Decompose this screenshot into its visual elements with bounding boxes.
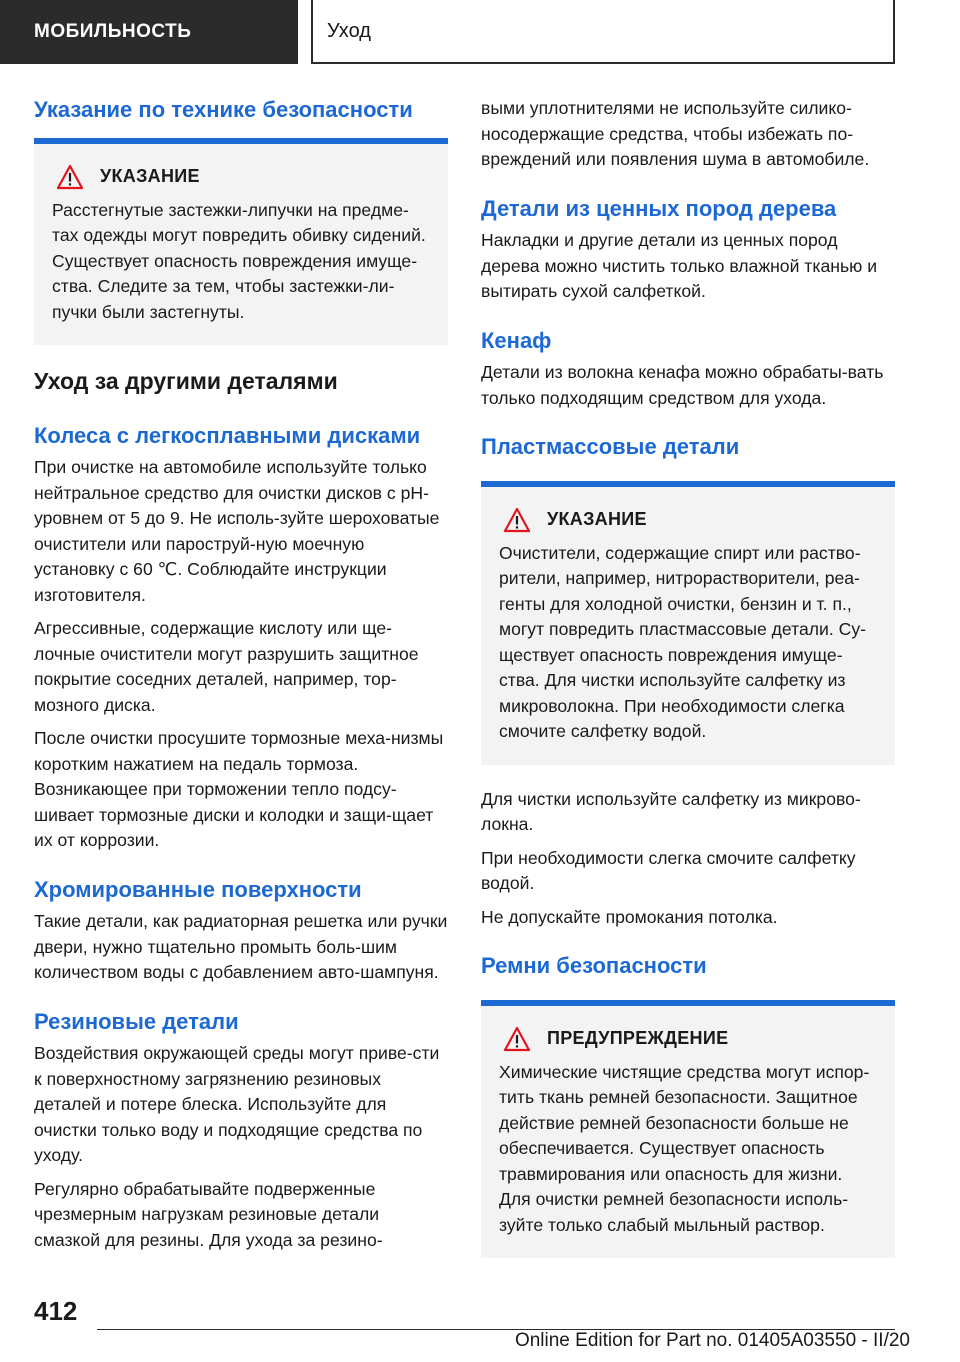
notice-title: ПРЕДУПРЕЖДЕНИЕ — [547, 1028, 729, 1048]
right-column — [481, 96, 895, 1280]
chapter-title: МОБИЛЬНОСТЬ — [34, 21, 192, 42]
warning-triangle-icon — [503, 1026, 531, 1052]
warning-triangle-icon — [503, 507, 531, 533]
kenaf-paragraph-1: Детали из волокна кенафа можно обрабаты-вать только подходящим средством для ухода. — [481, 362, 884, 408]
rubber-paragraph-continued: выми уплотнителями не используйте силико-носодержащие средства, чтобы избежать по-вреждений или появления шума в автомобиле. — [481, 98, 870, 169]
notice-text: Очистители, содержащие спирт или раство-рители, например, нитрорастворители, реа-генты для холодной очистки, бензин и т. п., могут повредить пластмассовые детали. Су-ществует опасность повреждения имуще-ства. Для чистки используйте салфетку из микроволокна. При необходимости слегка смочите салфетку водой. — [499, 542, 866, 741]
page-number: 412 — [34, 1296, 78, 1326]
kenaf-heading: Кенаф — [481, 327, 552, 353]
notice-text: Химические чистящие средства могут испор-тить ткань ремней безопасности. Защитное действие ремней безопасности больше не обеспечивается. Существует опасность травмирования или опасность для жизни. Для очистки ремней безопасности исполь-зуйте только слабый мыльный раствор. — [499, 1061, 870, 1235]
warning-triangle-icon — [56, 164, 84, 190]
chrome-heading: Хромированные поверхности — [34, 876, 362, 902]
belts-heading: Ремни безопасности — [481, 953, 707, 978]
wheels-paragraph-3: После очистки просушите тормозные меха-низмы коротким нажатием на педаль тормоза. Возникающее при торможении тепло подсу-шивает тормозные диски и колодки и защи-щает их от коррозии. — [34, 728, 444, 851]
chapter-tab — [0, 0, 298, 64]
wood-paragraph-1: Накладки и другие детали из ценных пород дерева можно чистить только влажной тканью и вытирать сухой салфеткой. — [481, 230, 878, 301]
notice-title: УКАЗАНИЕ — [100, 166, 200, 186]
section-header — [311, 0, 895, 64]
plastic-paragraph-3: Не допускайте промокания потолка. — [481, 906, 778, 927]
footer-edition: Online Edition for Part no. 01405A03550 - II/20 — [514, 1330, 910, 1351]
plastic-paragraph-2: При необходимости слегка смочите салфетку водой. — [481, 847, 856, 893]
notice-box-plastic — [481, 481, 895, 765]
section-title: Уход — [327, 19, 371, 42]
rubber-paragraph-2: Регулярно обрабатывайте подверженные чрезмерным нагрузкам резиновые детали смазкой для резины. Для ухода за резино- — [34, 1178, 383, 1250]
wheels-paragraph-2: Агрессивные, содержащие кислоту или ще-лочные очистители могут разрушить защитное покрытие соседних деталей, например, тор-мозного диска. — [34, 618, 419, 715]
plastic-paragraph-1: Для чистки используйте салфетку из микрово-локна. — [481, 788, 861, 834]
notice-box-seat-belts — [481, 1000, 895, 1259]
notice-title: УКАЗАНИЕ — [547, 509, 647, 529]
wood-heading: Детали из ценных пород дерева — [481, 195, 837, 221]
notice-header — [52, 164, 428, 190]
rubber-paragraph-1: Воздействия окружающей среды могут приве-сти к поверхностному загрязнению резиновых деталей и потере блеска. Используйте для очистки только воду и подходящие средства по уходу. — [34, 1043, 440, 1166]
chrome-paragraph-1: Такие детали, как радиаторная решетка или ручки двери, нужно тщательно промыть боль-шим количеством воды с добавлением авто-шампуня. — [34, 911, 448, 983]
wheels-paragraph-1: При очистке на автомобиле используйте только нейтральное средство для очистки дисков с pH-уровнем от 5 до 9. Не исполь-зуйте шероховатые очистители или пароструй-ную моечную установку с 60 ℃. Соблюдайте инструкции изготовителя. — [34, 457, 440, 605]
plastic-heading: Пластмассовые детали — [481, 434, 740, 459]
safety-heading: Указание по технике безопасности — [34, 97, 413, 122]
rubber-heading: Резиновые детали — [34, 1008, 239, 1034]
wheels-heading: Колеса с легкосплавными дисками — [34, 422, 421, 448]
left-column — [34, 96, 448, 1261]
other-parts-heading: Уход за другими деталями — [34, 368, 338, 394]
notice-header — [499, 507, 875, 533]
notice-header — [499, 1026, 875, 1052]
notice-text: Расстегнутые застежки-липучки на предме-тах одежды могут повредить обивку сидений. Существует опасность повреждения имуще-ства. Следите за тем, чтобы застежки-ли-пучки были застегнуты. — [52, 199, 426, 322]
notice-box-seat-upholstery — [34, 138, 448, 346]
